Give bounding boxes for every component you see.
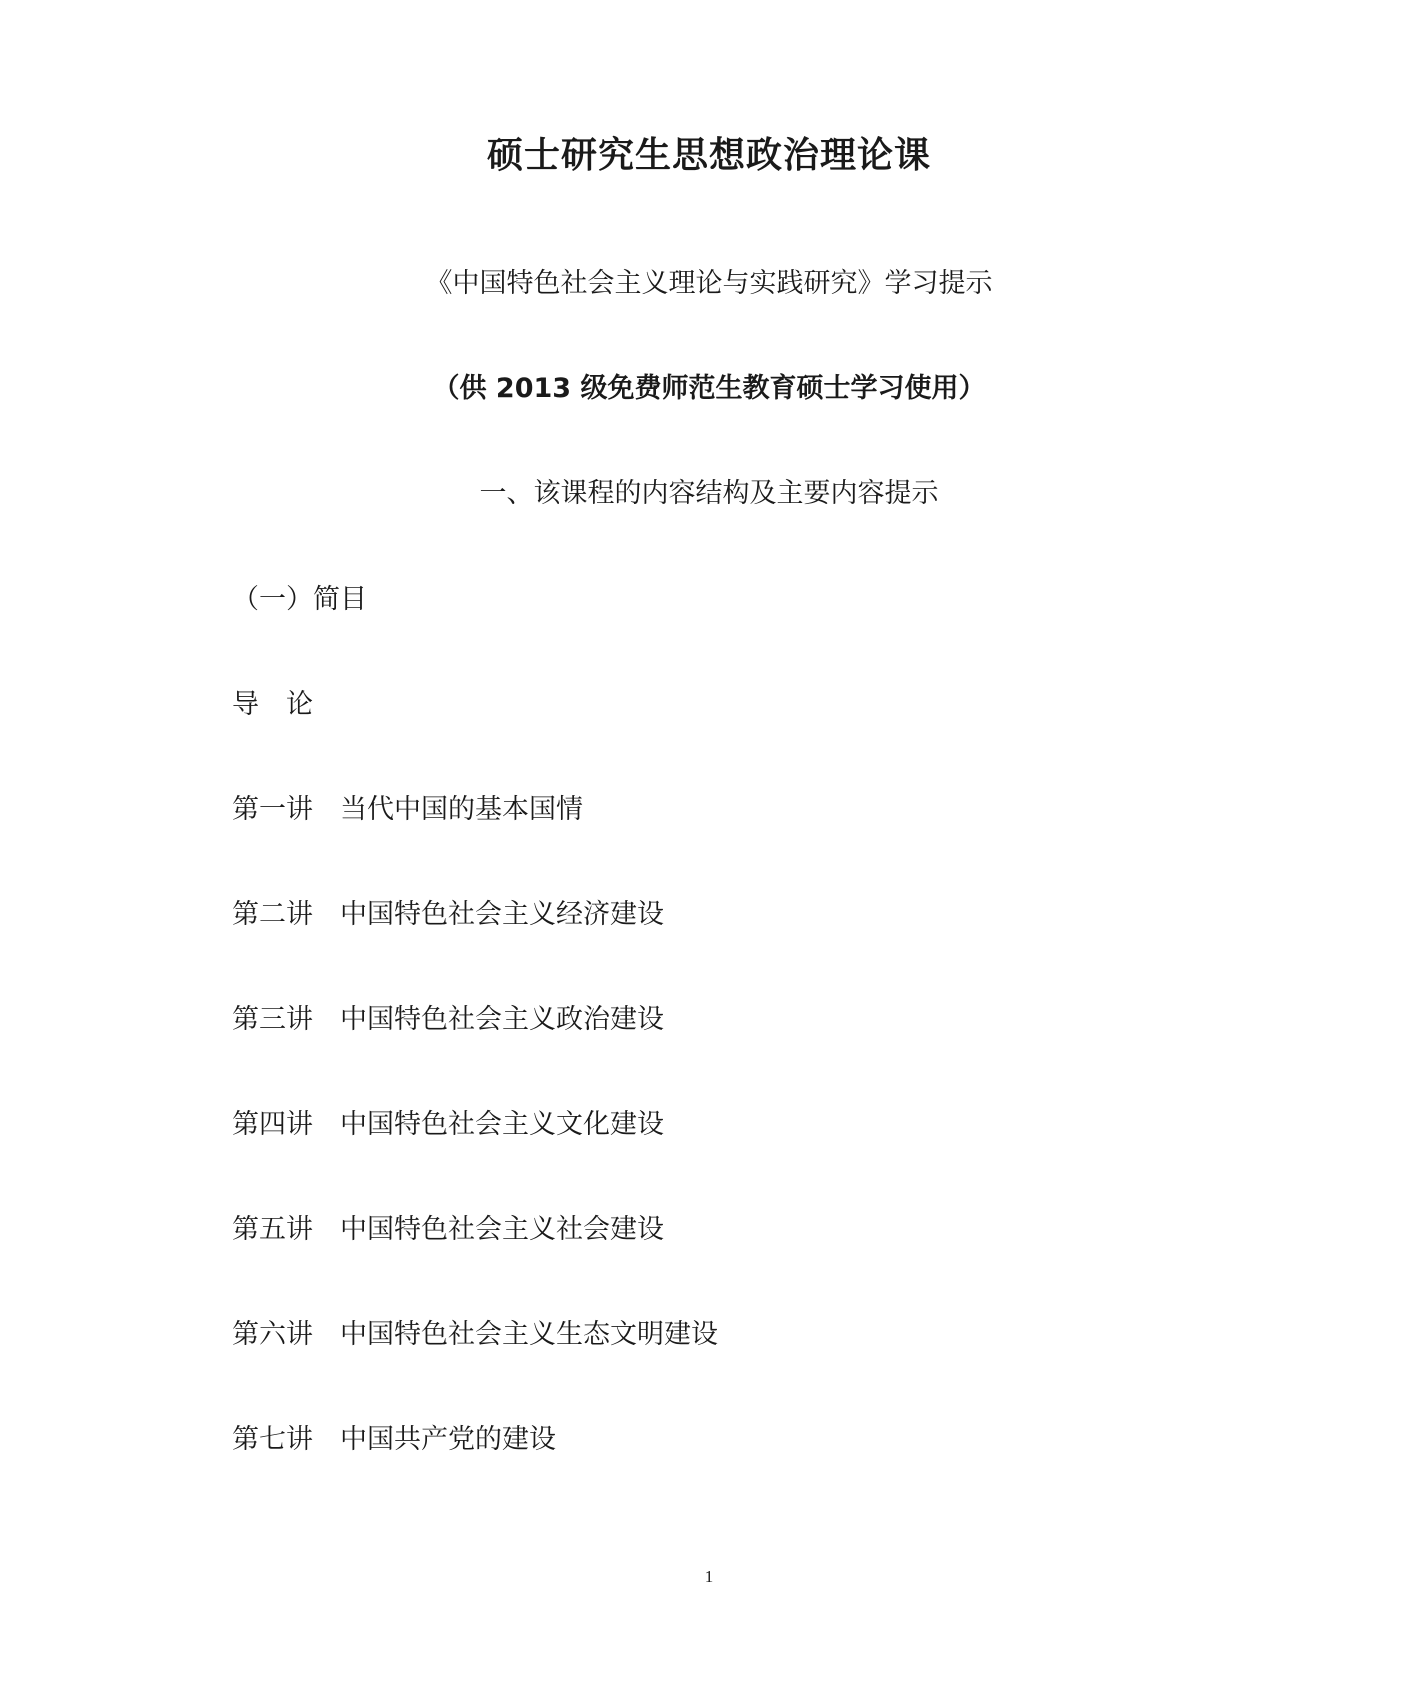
toc-lecture-label: 第三讲 [232, 1004, 313, 1035]
toc-lecture-label: 第二讲 [232, 899, 313, 930]
page-number: 1 [704, 1567, 714, 1586]
toc-lecture-label: 第六讲 [232, 1319, 313, 1350]
toc-intro-label: 导 论 [232, 689, 313, 720]
toc-item-intro [232, 685, 313, 725]
toc-lecture-title: 当代中国的基本国情 [340, 794, 583, 825]
toc-item-lecture-7 [232, 1420, 556, 1460]
course-subtitle: 《中国特色社会主义理论与实践研究》学习提示 [425, 268, 993, 299]
section-heading: 一、该课程的内容结构及主要内容提示 [479, 478, 939, 509]
sub-heading-outline: （一）简目 [232, 584, 367, 615]
toc-lecture-title: 中国特色社会主义文化建设 [340, 1109, 664, 1140]
toc-item-lecture-5 [232, 1210, 664, 1250]
toc-lecture-title: 中国特色社会主义经济建设 [340, 899, 664, 930]
toc-item-lecture-1 [232, 790, 583, 830]
toc-item-lecture-6 [232, 1315, 718, 1355]
toc-lecture-title: 中国特色社会主义生态文明建设 [340, 1319, 718, 1350]
audience-note: （供 2013 级免费师范生教育硕士学习使用） [432, 373, 986, 404]
toc-lecture-label: 第五讲 [232, 1214, 313, 1245]
toc-lecture-title: 中国特色社会主义社会建设 [340, 1214, 664, 1245]
toc-lecture-title: 中国特色社会主义政治建设 [340, 1004, 664, 1035]
toc-item-lecture-4 [232, 1105, 664, 1145]
toc-lecture-label: 第一讲 [232, 794, 313, 825]
toc-lecture-label: 第四讲 [232, 1109, 313, 1140]
toc-lecture-label: 第七讲 [232, 1424, 313, 1455]
toc-item-lecture-3 [232, 1000, 664, 1040]
toc-lecture-title: 中国共产党的建设 [340, 1424, 556, 1455]
toc-item-lecture-2 [232, 895, 664, 935]
document-title: 硕士研究生思想政治理论课 [486, 135, 931, 176]
